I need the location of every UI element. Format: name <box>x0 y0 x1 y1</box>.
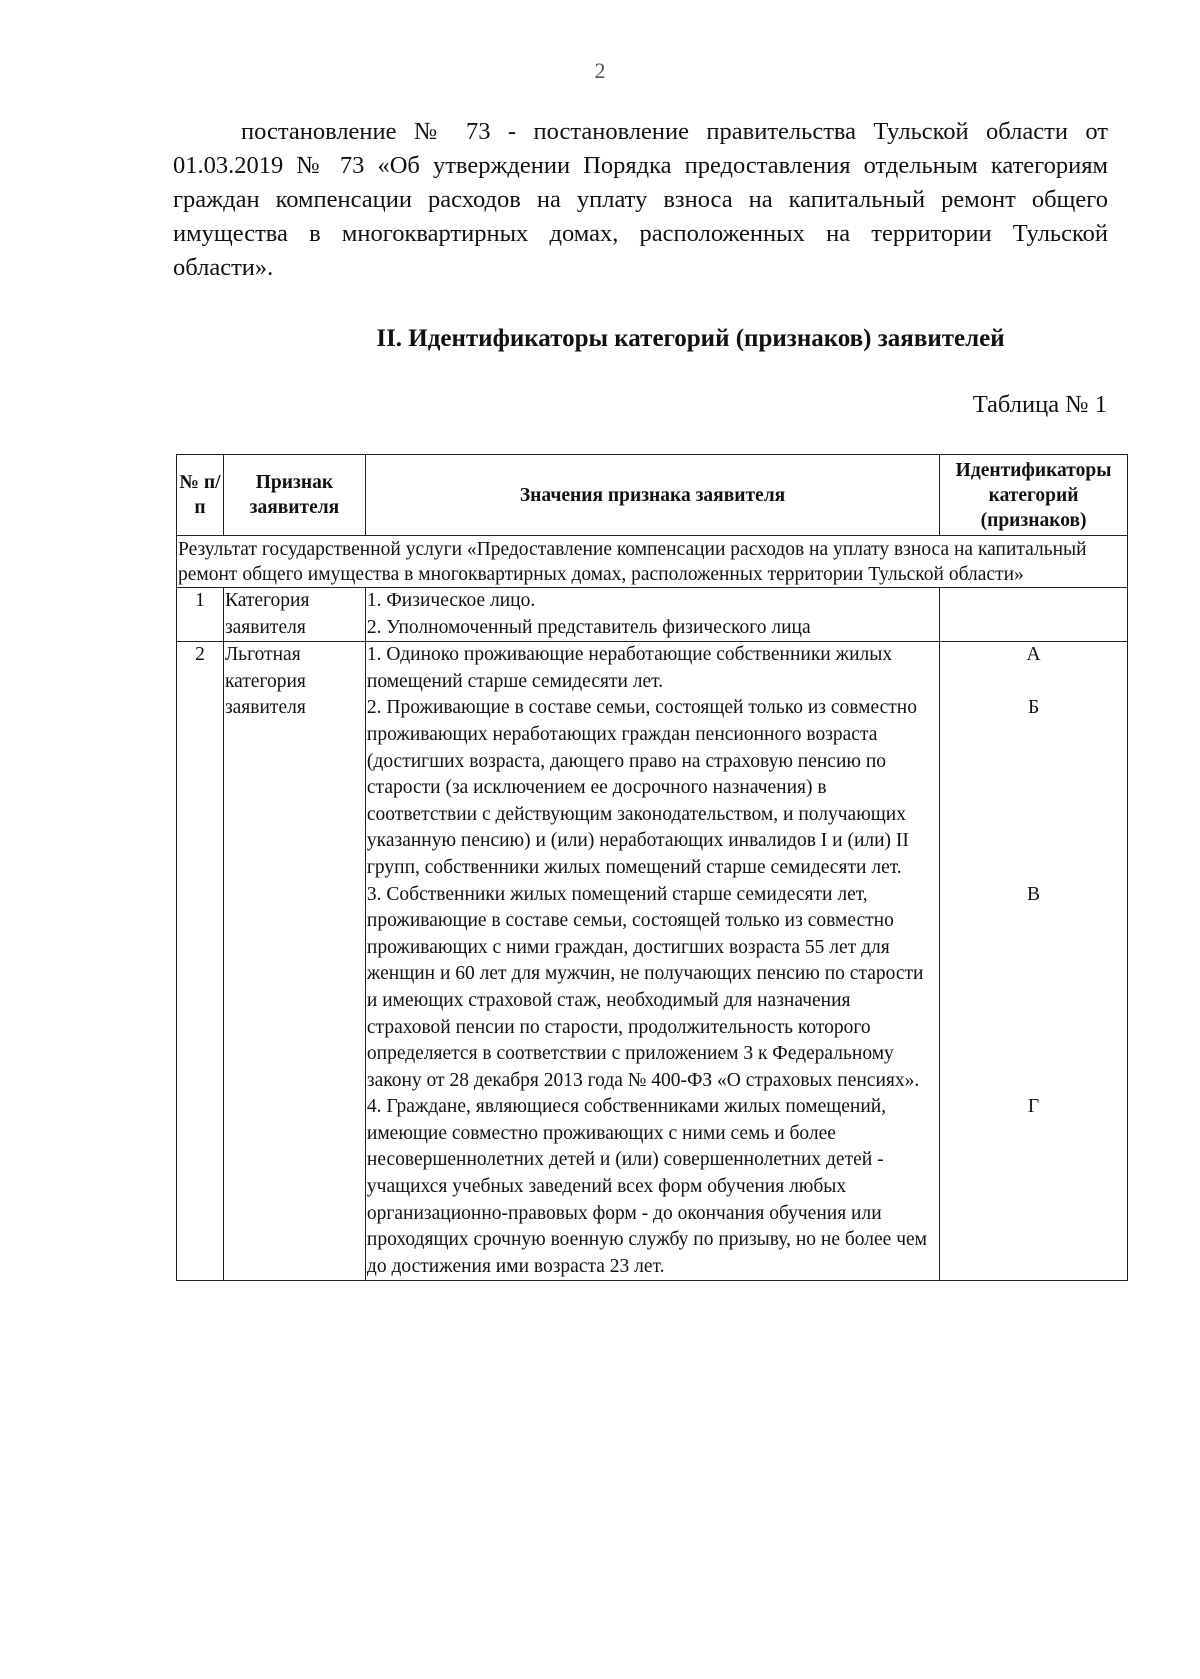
header-identifiers: Идентификаторы категорий (признаков) <box>940 455 1128 536</box>
table-row <box>177 588 1128 642</box>
header-attribute: Признак заявителя <box>223 455 365 536</box>
identifier-b: Б <box>1027 697 1040 719</box>
row-identifiers <box>940 588 1128 642</box>
row-values <box>365 642 939 1281</box>
page-number: 2 <box>594 58 606 83</box>
value-item: 3. Собственники жилых помещений старше семидесяти лет, проживающие в составе семьи, состоящей только из совместно проживающих с ними граждан, достигших возраста 55 лет для женщин и 60 лет для мужчин, не получающих пенсию по старости и имеющих страховой стаж, необходимый для назначения страховой пенсии по старости, продолжительность которого определяется в соответствии с приложением 3 к Федеральному закону от 28 декабря 2013 года № 400-ФЗ «О страховых пенсиях». <box>366 883 924 1091</box>
row-num: 1 <box>177 588 224 642</box>
table-header-row <box>177 455 1128 536</box>
table-label: Таблица № 1 <box>972 391 1107 418</box>
row-identifiers <box>940 642 1128 1281</box>
intro-paragraph: постановление № 73 - постановление правительства Тульской области от 01.03.2019 № 73 «Об утверждении Порядка предоставления отдельным категориям граждан компенсации расходов на уплату взноса на капитальный ремонт общего имущества в многоквартирных домах, расположенных на территории Тульской области». <box>173 118 1108 281</box>
section-title: II. Идентификаторы категорий (признаков) заявителей <box>376 325 1005 352</box>
result-row <box>177 536 1128 588</box>
value-item: 2. Уполномоченный представитель физического лица <box>366 616 811 638</box>
value-item: 2. Проживающие в составе семьи, состоящей только из совместно проживающих неработающих граждан пенсионного возраста (достигших возраста, дающего право на страховую пенсию по старости (за исключением ее досрочного назначения) в соответствии с действующим законодательством, и получающих указанную пенсию) и (или) неработающих инвалидов I и (или) II групп, собственники жилых помещений старше семидесяти лет. <box>366 697 917 878</box>
identifier-a: А <box>1026 644 1041 666</box>
row-num: 2 <box>177 642 224 1281</box>
applicant-identifiers-table <box>176 454 1128 1281</box>
result-row-text: Результат государственной услуги «Предоставление компенсации расходов на уплату взноса на капитальный ремонт общего имущества в многоквартирных домах, расположенных территории Тульской области» <box>177 536 1128 588</box>
identifier-g: Г <box>1027 1096 1040 1118</box>
header-num: № п/п <box>177 455 224 536</box>
value-item: 1. Физическое лицо. <box>366 590 536 611</box>
table-row <box>177 642 1128 1281</box>
header-values: Значения признака заявителя <box>365 455 939 536</box>
row-values <box>365 588 939 642</box>
identifier-v: В <box>1027 883 1041 905</box>
row-attribute: Категория заявителя <box>223 588 365 642</box>
row-attribute: Льготная категория заявителя <box>223 642 365 1281</box>
value-item: 1. Одиноко проживающие неработающие собственники жилых помещений старше семидесяти лет. <box>366 644 893 692</box>
value-item: 4. Граждане, являющиеся собственниками жилых помещений, имеющие совместно проживающих с ними семь и более несовершеннолетних детей и (или) совершеннолетних детей - учащихся учебных заведений всех форм обучения любых организационно-правовых форм - до окончания обучения или проходящих срочную военную службу по призыву, но не более чем до достижения ими возраста 23 лет. <box>366 1096 928 1277</box>
